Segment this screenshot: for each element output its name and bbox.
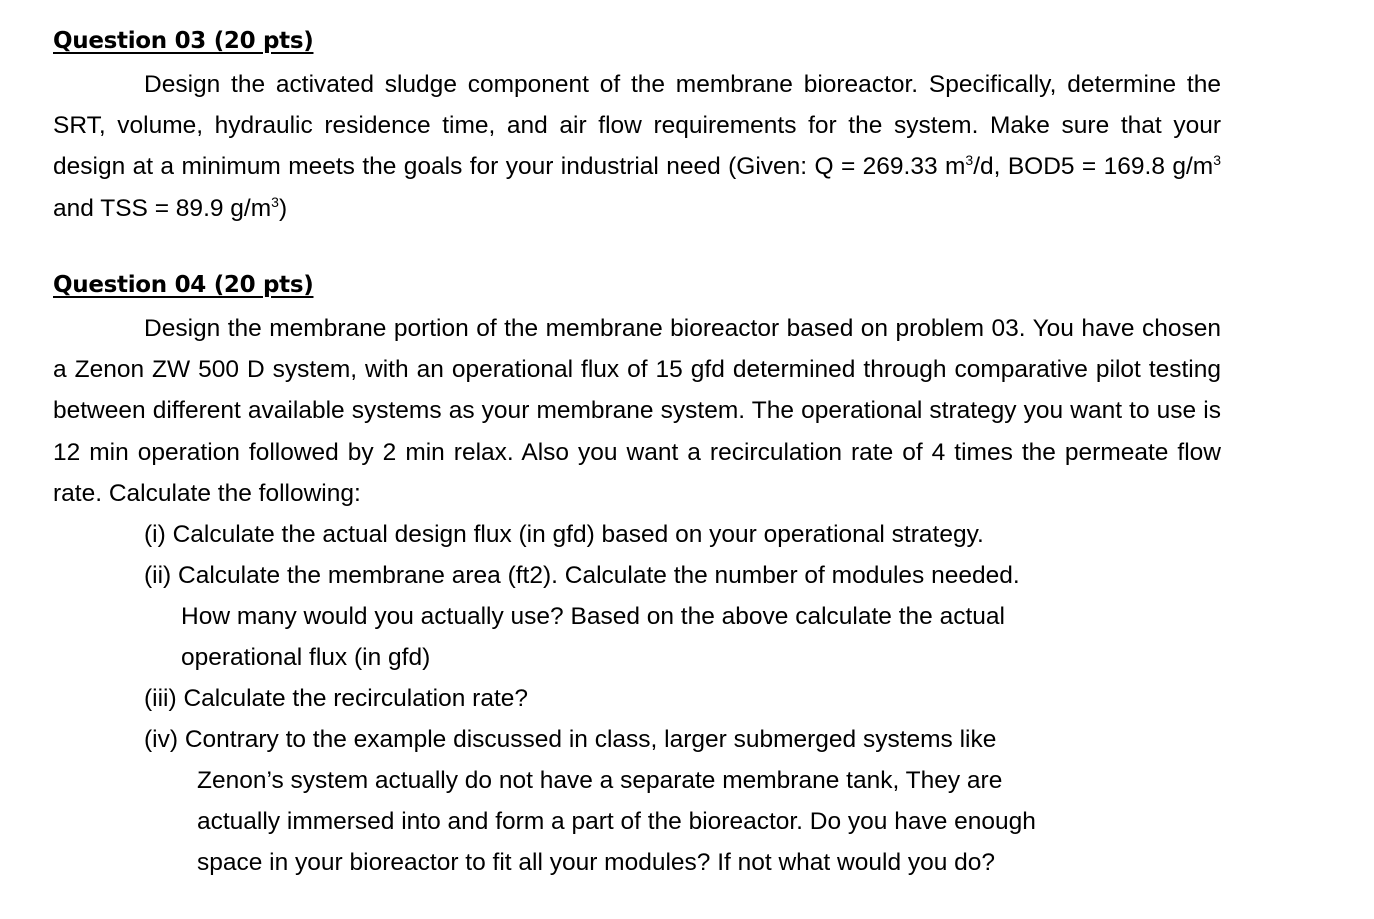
- superscript-3: 3: [271, 193, 279, 210]
- list-item-iii: (iii) Calculate the recirculation rate?: [144, 685, 528, 712]
- list-item-iv-line4: space in your bioreactor to fit all your modules? If not what would you do?: [197, 849, 996, 876]
- question-03-text-part4: ): [278, 194, 288, 222]
- question-03-text: Design the activated sludge component of the membrane bioreactor. Specifically, determine the SRT, volume, hydraulic residence time, and air flow requirements for the system. Make sure that your design at a minimum meets the goals for your industrial need (Given: Q = 269.33 m: [53, 71, 1221, 181]
- question-04-heading: Question 04 (20 pts): [53, 272, 314, 298]
- list-item-iv-line1: (iv) Contrary to the example discussed in class, larger submerged systems like: [144, 726, 997, 753]
- list-item-ii-line3: operational flux (in gfd): [181, 644, 431, 671]
- list-item-iv-line3: actually immersed into and form a part of the bioreactor. Do you have enough: [197, 808, 1036, 835]
- question-03-heading: Question 03 (20 pts): [53, 28, 314, 54]
- list-item-ii-line2: How many would you actually use? Based on the above calculate the actual: [181, 603, 1005, 630]
- superscript-3: 3: [965, 152, 974, 169]
- list-item-i: (i) Calculate the actual design flux (in gfd) based on your operational strategy.: [144, 521, 984, 548]
- superscript-3: 3: [1213, 152, 1221, 169]
- question-03-body: [53, 64, 1221, 229]
- question-03-text-part2: /d, BOD5 = 169.8 g/m: [973, 153, 1214, 181]
- question-03-text-part3: and TSS = 89.9 g/m: [53, 194, 272, 222]
- list-item-ii-line1: (ii) Calculate the membrane area (ft2). Calculate the number of modules needed.: [144, 562, 1020, 589]
- list-item-iv-line2: Zenon’s system actually do not have a separate membrane tank, They are: [197, 767, 1003, 794]
- question-04-body: Design the membrane portion of the membrane bioreactor based on problem 03. You have chosen a Zenon ZW 500 D system, with an operational flux of 15 gfd determined through comparative pilot testing between different available systems as your membrane system. The operational strategy you want to use is 12 min operation followed by 2 min relax. Also you want a recirculation rate of 4 times the permeate flow rate. Calculate the following:: [53, 315, 1221, 507]
